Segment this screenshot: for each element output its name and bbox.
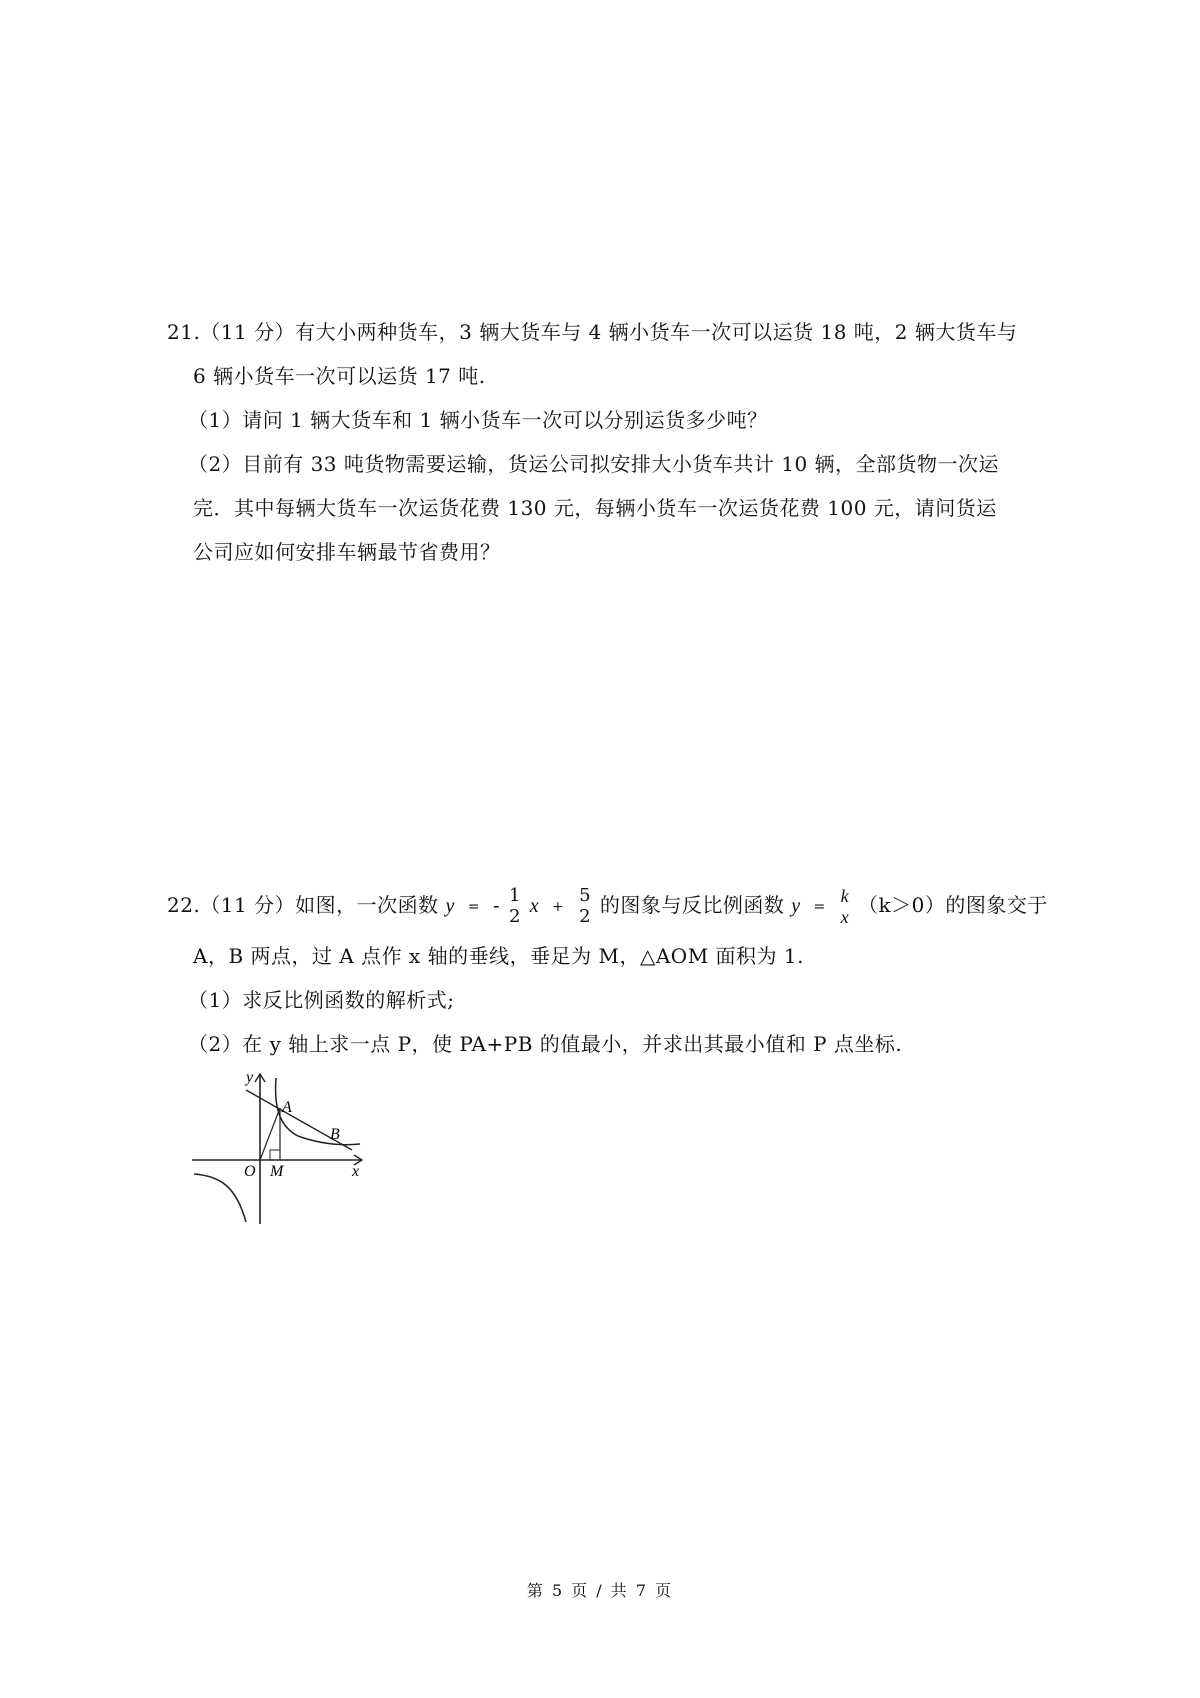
- q22-frac1-num: 1: [508, 885, 521, 906]
- q22-minus: -: [492, 893, 501, 917]
- hyperbola-branch-q3: [194, 1174, 246, 1222]
- q22-frac2-num: 5: [579, 885, 592, 906]
- q22-x-var: x: [529, 895, 540, 917]
- q22-part1: （1）求反比例函数的解析式;: [188, 988, 455, 1012]
- q21-part2-line1: （2）目前有 33 吨货物需要运输，货运公司拟安排大小货车共计 10 辆，全部货物一次运: [188, 452, 1000, 476]
- q22-y-var: y: [445, 895, 455, 917]
- q22-fraction-half: [509, 886, 521, 927]
- q21-part1: （1）请问 1 辆大货车和 1 辆小货车一次可以分别运货多少吨？: [188, 408, 768, 432]
- q22-equals-2: =: [813, 898, 826, 915]
- q21-stem-line1: 21.（11 分）有大小两种货车，3 辆大货车与 4 辆小货车一次可以运货 18 吨，2 辆大货车与: [167, 320, 1018, 344]
- q22-stem-line2: A，B 两点，过 A 点作 x 轴的垂线，垂足为 M，△AOM 面积为 1.: [193, 944, 804, 968]
- q22-equals: =: [467, 898, 480, 915]
- q22-function-figure: [190, 1064, 370, 1234]
- q21-stem-line2: 6 辆小货车一次可以运货 17 吨.: [193, 364, 486, 388]
- q22-fraction-k-over-x: [841, 886, 850, 927]
- q22-frac3-num: k: [840, 886, 850, 906]
- right-angle-mark: [270, 1150, 280, 1160]
- page-footer: 第 5 页 / 共 7 页: [526, 1581, 674, 1600]
- q22-fraction-five-halves: [579, 886, 591, 927]
- label-x: x: [352, 1163, 360, 1180]
- q22-frac3-den: x: [840, 907, 850, 927]
- q22-plus: +: [552, 898, 565, 915]
- q22-mid-text: 的图象与反比例函数: [599, 893, 785, 917]
- label-m: M: [270, 1163, 284, 1180]
- q22-y-var-2: y: [791, 895, 801, 917]
- q21-part2-line3: 公司应如何安排车辆最节省费用？: [193, 540, 501, 564]
- q22-condition: （k＞0）的图象交于: [857, 893, 1048, 917]
- q21-part2-line2: 完．其中每辆大货车一次运货花费 130 元，每辆小货车一次运货花费 100 元，请问货运: [193, 496, 997, 520]
- q22-frac1-den: 2: [508, 906, 521, 927]
- q22-part2: （2）在 y 轴上求一点 P，使 PA+PB 的值最小，并求出其最小值和 P 点坐标.: [188, 1032, 903, 1056]
- label-a: A: [282, 1099, 292, 1116]
- label-b: B: [330, 1126, 340, 1143]
- q22-prefix: 22.（11 分）如图，一次函数: [167, 893, 439, 917]
- q22-frac2-den: 2: [579, 906, 592, 927]
- label-o: O: [244, 1163, 256, 1180]
- q22-stem-line1: [167, 878, 1048, 934]
- label-y: y: [246, 1069, 254, 1086]
